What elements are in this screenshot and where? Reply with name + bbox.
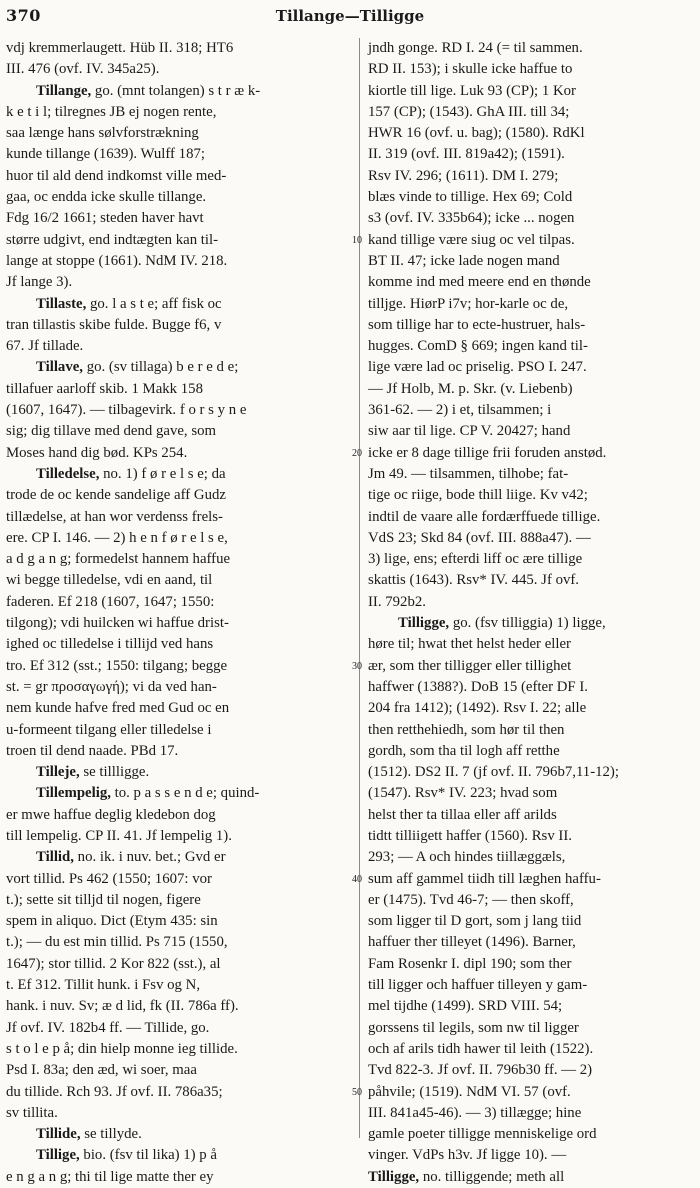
entry-headword: Tillide,	[36, 1126, 81, 1143]
text-line: komme ind med meere end en thønde	[368, 274, 591, 291]
entry-headword: Tilligge,	[368, 1168, 420, 1185]
entry-headword-line: Tillaste, go. l a s t e; aff fisk oc	[36, 295, 222, 312]
entry-headword-line: Tilledelse, no. 1) f ø r e l s e; da	[36, 465, 226, 482]
text-line: vinger. VdPs h3v. Jf ligge 10). —	[368, 1147, 567, 1164]
text-line: then retthehiedh, som hør til then	[368, 721, 565, 738]
text-line: spem in aliquo. Dict (Etym 435: sin	[6, 913, 218, 930]
left-column	[6, 38, 352, 1185]
text-line: sig; dig tillave med dend gave, som	[6, 423, 216, 440]
text-line: er mwe haffue deglig kledebon dog	[6, 806, 216, 823]
text-line: vort tillid. Ps 462 (1550; 1607: vor	[6, 870, 212, 887]
text-line: kiortle till lige. Luk 93 (CP); 1 Kor	[368, 82, 576, 99]
text-line: 1647); stor tillid. 2 Kor 822 (sst.), al	[6, 955, 221, 972]
text-line: tilljge. HiørP i7v; hor-karle oc de,	[368, 295, 569, 312]
text-line: lange at stoppe (1661). NdM IV. 218.	[6, 252, 228, 269]
entry-headword-line: Tilligge, no. tilliggende; meth all	[368, 1168, 565, 1185]
entry-headword: Tilligge,	[398, 615, 450, 632]
entry-headword-line: Tillave, go. (sv tillaga) b e r e d e;	[36, 359, 239, 376]
text-line: Jf lange 3).	[6, 274, 73, 291]
text-line: III. 841a45-46). — 3) tillægge; hine	[368, 1104, 582, 1121]
text-line: helst ther ta tillaa eller aff arilds	[368, 806, 557, 823]
text-line: 3) lige, ens; efterdi liff oc ære tillige	[368, 551, 583, 568]
text-line: t. Ef 312. Tillit hunk. i Fsv og N,	[6, 977, 201, 994]
entry-headword-line: Tilleje, se tillligge.	[36, 764, 150, 781]
entry-headword: Tillaste,	[36, 295, 87, 312]
text-line: Jf ovf. IV. 182b4 ff. — Tillide, go.	[6, 1019, 210, 1036]
text-line: (1607, 1647). — tilbagevirk. f o r s y n e	[6, 402, 247, 419]
text-line: Moses hand dig bød. KPs 254.	[6, 444, 188, 461]
text-line: jndh gonge. RD I. 24 (= til sammen.	[368, 40, 583, 56]
text-line: Tvd 822-3. Jf ovf. II. 796b30 ff. — 2)	[368, 1062, 593, 1079]
text-line: Rsv IV. 296; (1611). DM I. 279;	[368, 167, 559, 184]
entry-headword-line: Tilligge, go. (fsv tilliggia) 1) ligge,	[398, 615, 606, 632]
text-line: tro. Ef 312 (sst.; 1550: tilgang; begge	[6, 657, 228, 674]
entry-headword: Tilledelse,	[36, 465, 100, 482]
text-line: wi begge tilledelse, vdi en aand, til	[6, 572, 213, 589]
text-line: blæs vinde to tillige. Hex 69; Cold	[368, 189, 573, 206]
entry-headword: Tillige,	[36, 1147, 80, 1164]
text-line: (1547). Rsv* IV. 223; hvad som	[368, 785, 558, 802]
page-number: 370	[6, 6, 41, 25]
entry-headword: Tillange,	[36, 82, 92, 99]
text-line: ær, som ther tilligger eller tillighet	[368, 657, 572, 674]
text-line: nem kunde hafve fred med Gud oc en	[6, 700, 230, 717]
text-line: tige oc riige, bode thill liige. Kv v42;	[368, 487, 588, 504]
line-number: 20	[352, 447, 362, 459]
text-line: faderen. Ef 218 (1607, 1647; 1550:	[6, 593, 215, 610]
text-line: BT II. 47; icke lade nogen mand	[368, 252, 560, 269]
text-line: tillafuer aarloff skib. 1 Makk 158	[6, 380, 203, 397]
entry-headword: Tilleje,	[36, 764, 80, 781]
text-line: e n g a n g; thi til lige matte ther ey	[6, 1168, 214, 1185]
line-number: 50	[352, 1086, 362, 1098]
text-line: s t o l e p å; din hielp monne ieg tillide.	[6, 1040, 238, 1057]
text-line: Jm 49. — tilsammen, tilhobe; fat-	[368, 465, 569, 482]
text-line: ere. CP I. 146. — 2) h e n f ø r e l s e,	[6, 529, 228, 546]
text-line: och af arils tidh hawer til leith (1522).	[368, 1040, 594, 1057]
text-line: gamle poeter tilligge menniskelige ord	[368, 1126, 597, 1143]
text-line: sum aff gammel tiidh till læghen haffu-	[368, 870, 601, 887]
text-line: II. 319 (ovf. III. 819a42); (1591).	[368, 146, 565, 163]
text-line: (1512). DS2 II. 7 (jf ovf. II. 796b7,11-12);	[368, 764, 619, 781]
text-line: tillædelse, at han wor verdenss frels-	[6, 508, 223, 525]
text-line: 204 fra 1412); (1492). Rsv I. 22; alle	[368, 700, 587, 717]
text-line: som ligger til D gort, som j lang tiid	[368, 913, 582, 930]
right-column	[368, 38, 696, 1185]
text-line: RD II. 153); i skulle icke haffue to	[368, 61, 573, 78]
text-line: t.); — du est min tillid. Ps 715 (1550,	[6, 934, 228, 951]
text-line: Fdg 16/2 1661; steden haver havt	[6, 210, 204, 227]
text-line: HWR 16 (ovf. u. bag); (1580). RdKl	[368, 125, 585, 142]
text-line: haffwer (1388?). DoB 15 (efter DF I.	[368, 678, 588, 695]
column-divider	[359, 38, 360, 1138]
text-line: tilgong); vdi huilcken wi haffue drist-	[6, 615, 229, 632]
text-line: indtil de vaare alle fordærffuede tillige.	[368, 508, 601, 525]
text-line: a d g a n g; formedelst hannem haffue	[6, 551, 231, 568]
text-line: lige være lad oc priselig. PSO I. 247.	[368, 359, 587, 376]
text-line: till ligger och haffuer tilleyen y gam-	[368, 977, 588, 994]
text-line: som tillige har to ecte-hustruer, hals-	[368, 316, 586, 333]
text-line: troen til dend naade. PBd 17.	[6, 742, 179, 759]
entry-headword: Tillave,	[36, 359, 83, 376]
text-line: t.); sette sit tilljd til nogen, figere	[6, 891, 201, 908]
text-line: tran tillastis skibe fulde. Bugge f6, v	[6, 316, 222, 333]
text-line: st. = gr προσαγωγή); vi da ved han-	[6, 678, 217, 695]
text-line: hank. i nuv. Sv; æ d lid, fk (II. 786a ff).	[6, 998, 239, 1015]
text-line: 361-62. — 2) i et, tilsammen; i	[368, 402, 552, 419]
text-line: kand tillige være siug oc vel tilpas.	[368, 231, 575, 248]
text-line: er (1475). Tvd 46-7; — then skoff,	[368, 891, 574, 908]
text-line: hugges. ComD § 669; ingen kand til-	[368, 338, 588, 355]
text-line: u-formeent tilgang eller tilledelse i	[6, 721, 212, 738]
text-line: III. 476 (ovf. IV. 345a25).	[6, 61, 160, 78]
text-line: haffuer ther tilleyet (1496). Barner,	[368, 934, 576, 951]
line-number: 40	[352, 873, 362, 885]
entry-headword: Tillid,	[36, 849, 74, 866]
text-line: II. 792b2.	[368, 593, 426, 610]
line-number: 10	[352, 234, 362, 246]
entry-headword-line: Tillange, go. (mnt tolangen) s t r æ k-	[36, 82, 261, 99]
entry-headword-line: Tillige, bio. (fsv til lika) 1) p å	[36, 1147, 217, 1164]
text-line: siw aar til lige. CP V. 20427; hand	[368, 423, 571, 440]
entry-headword-line: Tillid, no. ik. i nuv. bet.; Gvd er	[36, 849, 226, 866]
text-line: påhvile; (1519). NdM VI. 57 (ovf.	[368, 1083, 571, 1100]
text-line: tidtt tilliigett haffer (1560). Rsv II.	[368, 827, 572, 844]
text-line: kunde tillange (1639). Wulff 187;	[6, 146, 205, 163]
text-line: icke er 8 dage tillige frii foruden anstød.	[368, 444, 607, 461]
text-line: ighed oc tilledelse i tillijd ved hans	[6, 636, 214, 653]
text-line: Fam Rosenkr I. dipl 190; som ther	[368, 955, 572, 972]
text-line: mel tijdhe (1499). SRD VIII. 54;	[368, 998, 563, 1015]
text-line: vdj kremmerlaugett. Hüb II. 318; HT6	[6, 40, 234, 56]
entry-headword: Tillempelig,	[36, 785, 111, 802]
running-head: Tillange—Tilligge	[275, 7, 425, 25]
text-line: større udgivt, end indtægten kan til-	[6, 231, 219, 248]
line-number: 30	[352, 660, 362, 672]
text-line: trode de oc kende sandelige aff Gudz	[6, 487, 226, 504]
text-line: Psd I. 83a; den æd, wi soer, maa	[6, 1062, 197, 1079]
text-line: sv tillita.	[6, 1104, 58, 1121]
text-line: 157 (CP); (1543). GhA III. till 34;	[368, 103, 570, 120]
text-line: huor til ald dend indkomst ville med-	[6, 167, 227, 184]
page-header	[0, 0, 700, 30]
text-line: till lempelig. CP II. 41. Jf lempelig 1).	[6, 827, 232, 844]
text-line: skattis (1643). Rsv* IV. 445. Jf ovf.	[368, 572, 579, 589]
text-line: — Jf Holb, M. p. Skr. (v. Liebenb)	[368, 380, 573, 397]
text-line: du tillide. Rch 93. Jf ovf. II. 786a35;	[6, 1083, 223, 1100]
text-line: høre til; hwat thet helst heder eller	[368, 636, 571, 653]
text-line: k e t i l; tilregnes JB ej nogen rente,	[6, 103, 217, 120]
text-line: VdS 23; Skd 84 (ovf. III. 888a47). —	[368, 529, 591, 546]
text-line: 67. Jf tillade.	[6, 338, 84, 355]
text-line: 293; — A och hindes tiillæggæls,	[368, 849, 566, 866]
text-line: gaa, oc endda icke skulle tillange.	[6, 189, 207, 206]
text-line: saa længe hans sølvforstrækning	[6, 125, 199, 142]
text-line: gordh, som tha til logh aff retthe	[368, 742, 560, 759]
entry-headword-line: Tillide, se tillyde.	[36, 1126, 142, 1143]
text-line: gorssens til legils, som nw til ligger	[368, 1019, 579, 1036]
text-line: s3 (ovf. IV. 335b64); icke ... nogen	[368, 210, 575, 227]
entry-headword-line: Tillempelig, to. p a s s e n d e; quind-	[36, 785, 260, 802]
